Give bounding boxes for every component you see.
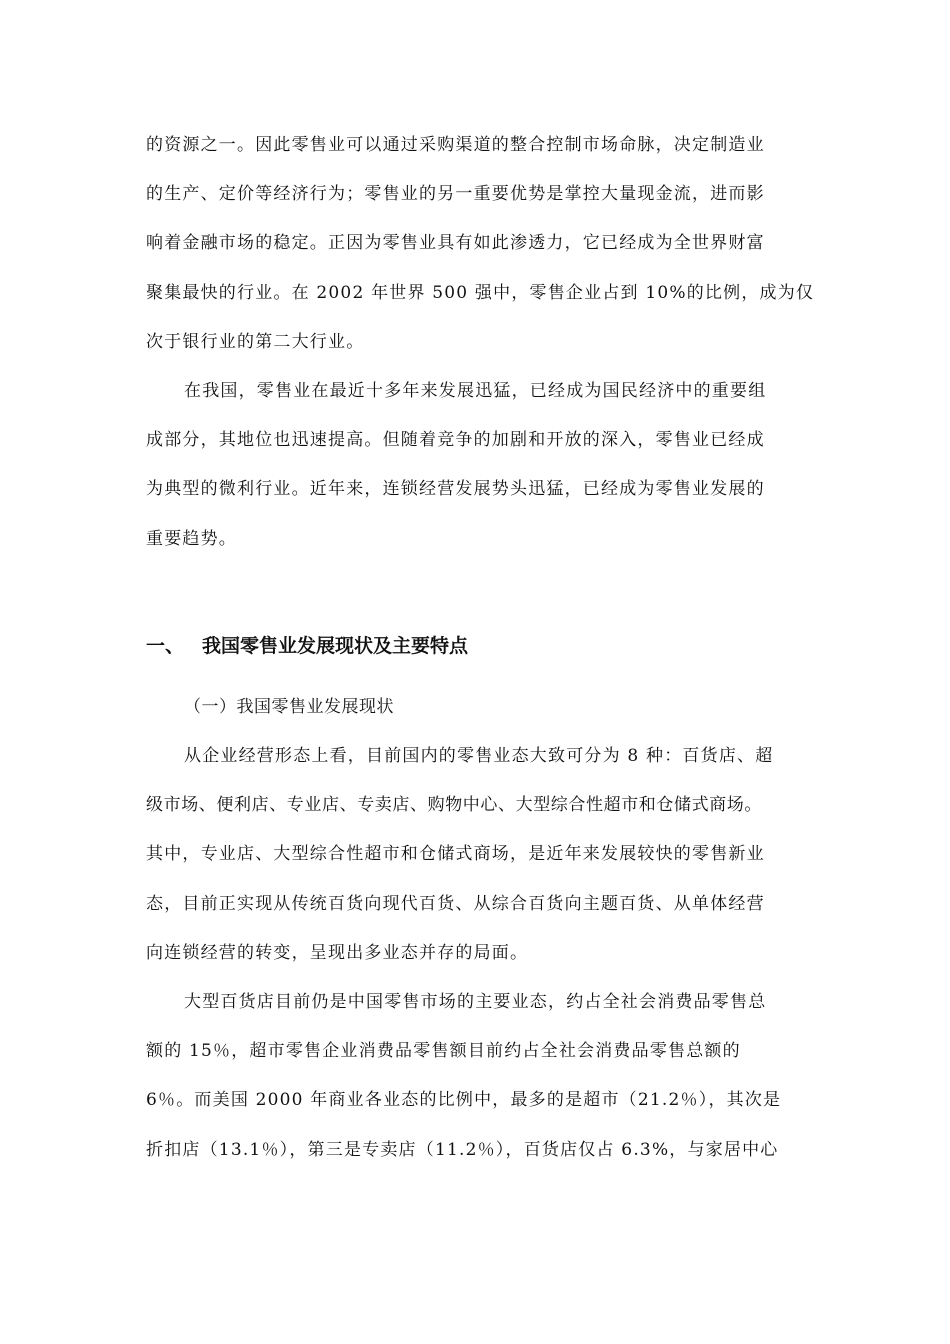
paragraph-3-line-3: 其中，专业店、大型综合性超市和仓储式商场，是近年来发展较快的零售新业	[146, 844, 765, 864]
paragraph-4-line-3: 6％。而美国 2000 年商业各业态的比例中，最多的是超市（21.2％），其次是	[146, 1090, 782, 1110]
paragraph-4-line-1: 大型百货店目前仍是中国零售市场的主要业态，约占全社会消费品零售总	[184, 992, 767, 1012]
paragraph-2-line-1: 在我国，零售业在最近十多年来发展迅猛，已经成为国民经济中的重要组	[184, 381, 767, 401]
paragraph-3-line-4: 态，目前正实现从传统百货向现代百货、从综合百货向主题百货、从单体经营	[146, 894, 765, 914]
section-number: 一、	[146, 635, 185, 657]
paragraph-3-line-2: 级市场、便利店、专业店、专卖店、购物中心、大型综合性超市和仓储式商场。	[146, 795, 762, 815]
paragraph-3-line-5: 向连锁经营的转变，呈现出多业态并存的局面。	[146, 943, 529, 963]
paragraph-4-line-4: 折扣店（13.1％），第三是专卖店（11.2％），百货店仅占 6.3%，与家居中心	[146, 1140, 779, 1160]
section-heading	[146, 632, 468, 660]
paragraph-1-line-4: 聚集最快的行业。在 2002 年世界 500 强中，零售企业占到 10%的比例，成为仅	[146, 283, 815, 303]
paragraph-1-line-3: 响着金融市场的稳定。正因为零售业具有如此渗透力，它已经成为全世界财富	[146, 233, 765, 253]
paragraph-1-line-1: 的资源之一。因此零售业可以通过采购渠道的整合控制市场命脉，决定制造业	[146, 135, 765, 155]
paragraph-2-line-3: 为典型的微利行业。近年来，连锁经营发展势头迅猛，已经成为零售业发展的	[146, 479, 765, 499]
subsection-heading: （一）我国零售业发展现状	[184, 697, 394, 717]
paragraph-3-line-1: 从企业经营形态上看，目前国内的零售业态大致可分为 8 种：百货店、超	[184, 746, 774, 766]
paragraph-4-line-2: 额的 15％，超市零售企业消费品零售额目前约占全社会消费品零售总额的	[146, 1041, 741, 1061]
paragraph-2-line-2: 成部分，其地位也迅速提高。但随着竞争的加剧和开放的深入，零售业已经成	[146, 430, 765, 450]
paragraph-2-line-4: 重要趋势。	[146, 529, 237, 549]
paragraph-1-line-2: 的生产、定价等经济行为；零售业的另一重要优势是掌控大量现金流，进而影	[146, 184, 765, 204]
section-title: 我国零售业发展现状及主要特点	[202, 635, 469, 657]
paragraph-1-line-5: 次于银行业的第二大行业。	[146, 332, 365, 352]
